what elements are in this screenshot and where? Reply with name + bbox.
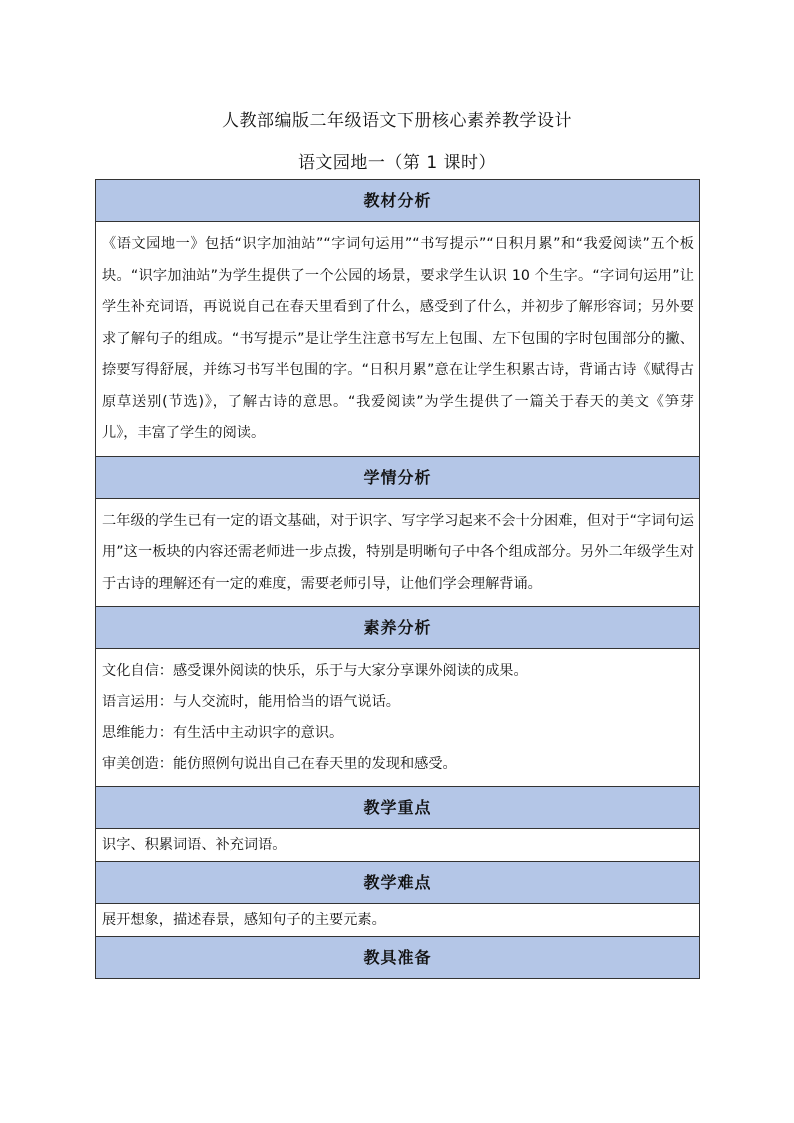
literacy-item: 语言运用：与人交流时，能用恰当的语气说话。 (102, 694, 400, 710)
document-subtitle: 语文园地一（第 1 课时） (297, 153, 497, 173)
literacy-item: 文化自信：感受课外阅读的快乐，乐于与大家分享课外阅读的成果。 (102, 663, 528, 679)
section-body-teaching-focus: 识字、积累词语、补充词语。 (96, 829, 699, 862)
section-body-literacy-analysis (96, 649, 699, 787)
section-body-textbook-analysis: 《语文园地一》包括“识字加油站”“字词句运用”“书写提示”“日积月累”和“我爱阅读”五个板块。“识字加油站”为学生提供了一个公园的场景，要求学生认识 10 个生字。“字词句运用”让学生补充词语，再说说自己在春天里看到了什么，感受到了什么，并初步了解形容词；另外要求了解句子的组成。“书写提示”是让学生注意书写左上包围、左下包围的字时包围部分的撇、捺要写得舒展，并练习书写半包围的字。“日积月累”意在让学生积累古诗，背诵古诗《赋得古原草送别(节选)》，了解古诗的意思。“我爱阅读”为学生提供了一篇关于春天的美文《笋芽儿》，丰富了学生的阅读。 (96, 222, 699, 457)
section-header-literacy-analysis: 素养分析 (96, 607, 699, 649)
section-body-teaching-difficulty: 展开想象，描述春景，感知句子的主要元素。 (96, 904, 699, 937)
section-header-textbook-analysis: 教材分析 (96, 180, 699, 222)
literacy-item: 思维能力：有生活中主动识字的意识。 (102, 725, 344, 741)
section-header-teaching-difficulty: 教学难点 (96, 862, 699, 904)
section-header-teaching-aids: 教具准备 (96, 937, 699, 979)
lesson-plan-table (95, 179, 700, 979)
document-title: 人教部编版二年级语文下册核心素养教学设计 (222, 111, 572, 131)
section-header-teaching-focus: 教学重点 (96, 787, 699, 829)
section-body-student-analysis: 二年级的学生已有一定的语文基础，对于识字、写字学习起来不会十分困难，但对于“字词句运用”这一板块的内容还需老师进一步点拨，特别是明晰句子中各个组成部分。另外二年级学生对于古诗的理解还有一定的难度，需要老师引导，让他们学会理解背诵。 (96, 499, 699, 608)
literacy-item: 审美创造：能仿照例句说出自己在春天里的发现和感受。 (102, 756, 457, 772)
section-header-student-analysis: 学情分析 (96, 457, 699, 499)
